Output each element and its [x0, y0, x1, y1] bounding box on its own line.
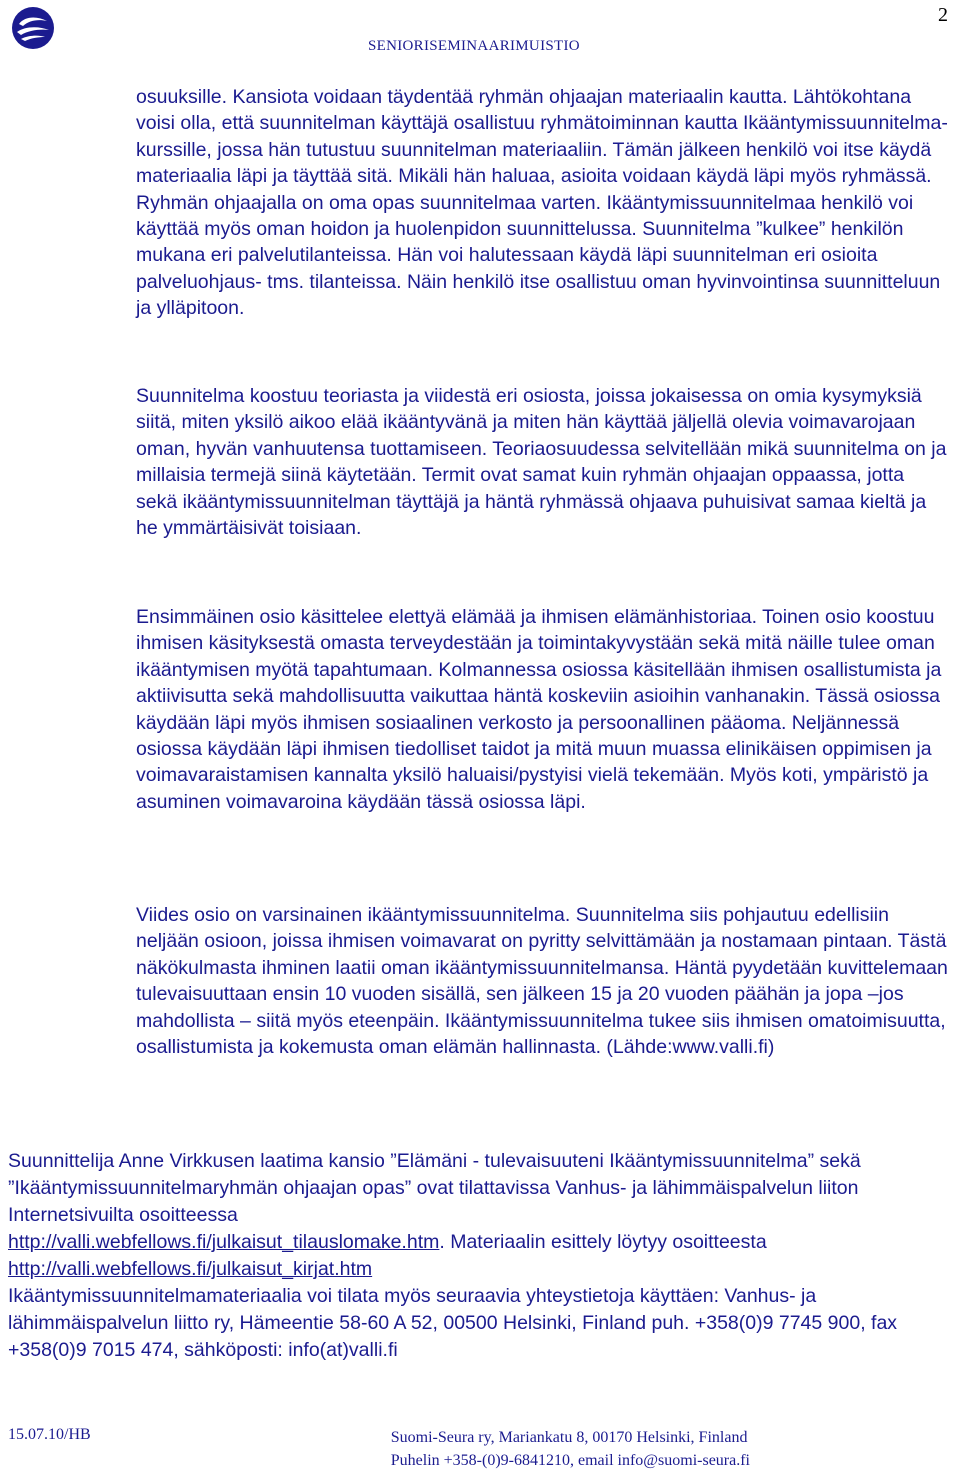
order-form-link[interactable]: http://valli.webfellows.fi/julkaisut_tilauslomake.htm [8, 1231, 440, 1253]
order-info-mid: . Materiaalin esittely löytyy osoitteesta [439, 1231, 767, 1253]
footer-address: Suomi-Seura ry, Mariankatu 8, 00170 Helsinki, Finland [390, 1429, 748, 1446]
footer-date: 15.07.10/HB [8, 1426, 91, 1443]
order-info-text: Suunnittelija Anne Virkkusen laatima kansio ”Elämäni - tulevaisuuteni Ikääntymissuunnitelma” sekä ”Ikääntymissuunnitelmaryhmän ohjaajan opas” ovat tilattavissa Vanhus- ja lähimmäispalvelun liiton Internetsivuilta osoitteessa [8, 1150, 861, 1226]
paragraph-4: Viides osio on varsinainen ikääntymissuunnitelma. Suunnitelma siis pohjautuu edellisiin neljään osioon, joissa ihmisen voimavarat on pyritty selvittämään ja nostamaan pintaan. Tästä näkökulmasta ihminen laatii oman ikääntymissuunnitelmansa. Häntä pyydetään kuvittelemaan tulevaisuuttaan ensin 10 vuoden sisällä, sen jälkeen 15 ja 20 vuoden päähän ja jopa –jos mahdollista – siitä myös eteenpäin. Ikääntymissuunnitelma tukee siis ihmisen omatoimisuutta, osallistumista ja kokemusta oman elämän hallinnasta. (Lähde:www.valli.fi) [136, 904, 948, 1059]
paragraph-3: Ensimmäinen osio käsittelee elettyä elämää ja ihmisen elämänhistoriaa. Toinen osio koostuu ihmisen käsityksestä omasta terveydestään ja toimintakyvystään sekä mitä näille tulee oman ikääntymisen myötä tapahtumaan. Kolmannessa osiossa käsitellään ihmisen osallistumista ja aktiivisutta sekä mahdollisuutta vaikuttaa häntä koskeviin asioihin vanhanakin. Tässä osiossa käydään läpi myös ihmisen sosiaalinen verkosto ja persoonallinen pääoma. Neljännessä osiossa käydään läpi ihmisen tiedolliset taidot ja mitä muun muassa elinikäisen oppimisen ja voimavaraistamisen kannalta yksilö haluaisi/pystyisi vielä tekemään. Myös koti, ympäristö ja asuminen voimavaroina käydään tässä osiossa läpi. [136, 606, 942, 813]
paragraph-2: Suunnitelma koostuu teoriasta ja viidestä eri osiosta, joissa jokaisessa on omia kysymyksiä siitä, miten yksilö aikoo elää ikääntyvänä ja miten hän käyttää jäljellä olevia voimavarojaan oman, hyvän vanhuutensa tuottamiseen. Teoriaosuudessa selvitellään mikä suunnitelma on ja millaisia termejä siinä käytetään. Termit ovat samat kuin ryhmän ohjaajan oppaassa, jotta sekä ikääntymissuunnitelman täyttäjä ja häntä ryhmässä ohjaava puhuisivat samaa kieltä ja he ymmärtäisivät toisiaan. [136, 385, 947, 540]
page-number: 2 [938, 4, 948, 26]
suomi-seura-logo-icon [11, 6, 55, 50]
header-title: SENIORISEMINAARIMUISTIO [368, 38, 580, 54]
footer-organization [391, 1426, 750, 1472]
contact-info-text: Ikääntymissuunnitelmamateriaalia voi tilata myös seuraavia yhteystietoja käyttäen: Vanhus- ja lähimmäispalvelun liitto ry, Hämeentie 58-60 A 52, 00500 Helsinki, Finland puh. +358(0)9 7745 900, fax +358(0)9 7015 474, sähköposti: info(at)valli.fi [8, 1285, 898, 1361]
publications-link[interactable]: http://valli.webfellows.fi/julkaisut_kirjat.htm [8, 1258, 373, 1280]
paragraph-1: osuuksille. Kansiota voidaan täydentää ryhmän ohjaajan materiaalin kautta. Lähtökohtana voisi olla, että suunnitelman käyttäjä osallistuu ryhmätoiminnan kautta Ikääntymissuunnitelma-kurssille, jossa hän tutustuu suunnitelman materiaaliin. Tämän jälkeen henkilö voi itse käydä materiaalia läpi ja täyttää sitä. Mikäli hän haluaa, asioita voidaan käydä läpi myös ryhmässä. Ryhmän ohjaajalla on oma opas suunnitelmaa varten. Ikääntymissuunnitelmaa henkilö voi käyttää myös oman hoidon ja huolenpidon suunnittelussa. Suunnitelma ”kulkee” henkilön mukana eri palvelutilanteissa. Hän voi halutessaan käydä läpi suunnitelman eri osioita palveluohjaus- tms. tilanteissa. Näin henkilö itse osallistuu oman hyvinvointinsa suunnitteluun ja ylläpitoon. [136, 86, 948, 320]
order-info-paragraph [8, 1148, 948, 1364]
footer-contact: Puhelin +358-(0)9-6841210, email info@suomi-seura.fi [390, 1452, 750, 1469]
